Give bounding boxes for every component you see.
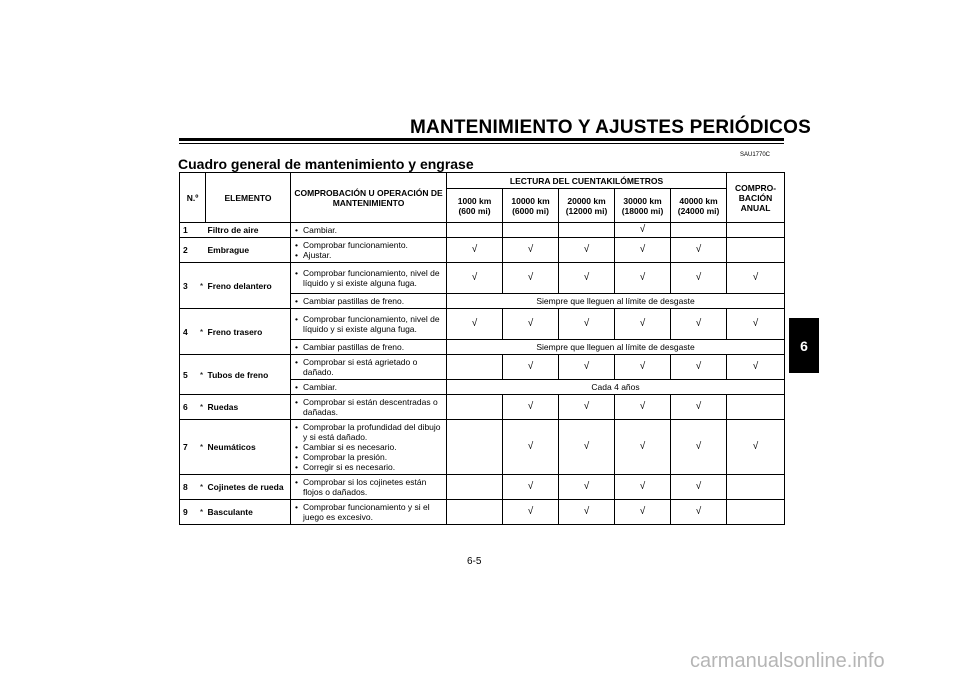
operation-list bbox=[293, 477, 444, 497]
operation-cell bbox=[291, 355, 447, 380]
header-num: N.º bbox=[180, 173, 206, 223]
check-cell bbox=[447, 500, 503, 525]
check-cell: √ bbox=[559, 309, 615, 340]
operation-cell bbox=[291, 263, 447, 294]
operation-cell bbox=[291, 294, 447, 309]
item-number: 5 bbox=[180, 355, 198, 395]
check-cell: √ bbox=[503, 355, 559, 380]
check-cell bbox=[559, 223, 615, 238]
check-cell: √ bbox=[503, 420, 559, 475]
header-interval: 30000 km (18000 mi) bbox=[615, 189, 671, 223]
check-cell: √ bbox=[671, 395, 727, 420]
interval-note: Siempre que lleguen al límite de desgaste bbox=[447, 340, 785, 355]
check-cell: √ bbox=[727, 355, 785, 380]
check-cell: √ bbox=[447, 309, 503, 340]
check-cell: √ bbox=[615, 500, 671, 525]
operation-list bbox=[293, 397, 444, 417]
check-cell: √ bbox=[671, 355, 727, 380]
check-cell: √ bbox=[503, 263, 559, 294]
check-cell bbox=[671, 223, 727, 238]
page-number: 6-5 bbox=[467, 556, 482, 567]
check-cell: √ bbox=[559, 500, 615, 525]
operation-item: • Comprobar la profundidad del dibujo y si está dañado. bbox=[293, 422, 444, 442]
header-interval: 40000 km (24000 mi) bbox=[671, 189, 727, 223]
operation-cell bbox=[291, 420, 447, 475]
inspection-star: * bbox=[198, 309, 206, 355]
header-operation: COMPROBACIÓN U OPERACIÓN DE MANTENIMIENTO bbox=[291, 173, 447, 223]
check-cell: √ bbox=[559, 395, 615, 420]
item-element: Embrague bbox=[206, 238, 291, 263]
check-cell: √ bbox=[727, 420, 785, 475]
document-code: SAU1770C bbox=[740, 152, 771, 158]
table-row bbox=[180, 500, 785, 525]
table-row bbox=[180, 309, 785, 340]
check-cell bbox=[727, 223, 785, 238]
check-cell: √ bbox=[671, 309, 727, 340]
check-cell: √ bbox=[503, 309, 559, 340]
interval-note: Cada 4 años bbox=[447, 380, 785, 395]
header-interval: 10000 km (6000 mi) bbox=[503, 189, 559, 223]
check-cell: √ bbox=[447, 238, 503, 263]
item-element: Tubos de freno bbox=[206, 355, 291, 395]
check-cell: √ bbox=[615, 420, 671, 475]
table-row bbox=[180, 238, 785, 263]
table-row bbox=[180, 263, 785, 294]
check-cell: √ bbox=[503, 475, 559, 500]
operation-list bbox=[293, 342, 444, 352]
header-interval: 1000 km (600 mi) bbox=[447, 189, 503, 223]
inspection-star bbox=[198, 223, 206, 238]
operation-list bbox=[293, 502, 444, 522]
item-number: 8 bbox=[180, 475, 198, 500]
operation-list bbox=[293, 382, 444, 392]
item-number: 7 bbox=[180, 420, 198, 475]
header-rule-thin bbox=[179, 143, 784, 144]
operation-item: • Comprobar si los cojinetes están flojos o dañados. bbox=[293, 477, 444, 497]
check-cell bbox=[727, 238, 785, 263]
inspection-star: * bbox=[198, 500, 206, 525]
operation-list bbox=[293, 240, 444, 260]
operation-cell bbox=[291, 238, 447, 263]
check-cell: √ bbox=[615, 238, 671, 263]
operation-cell bbox=[291, 380, 447, 395]
item-number: 2 bbox=[180, 238, 198, 263]
operation-item: • Cambiar. bbox=[293, 382, 444, 392]
check-cell bbox=[447, 475, 503, 500]
operation-item: • Comprobar la presión. bbox=[293, 452, 444, 462]
table-row bbox=[180, 355, 785, 380]
check-cell bbox=[447, 395, 503, 420]
inspection-star: * bbox=[198, 395, 206, 420]
check-cell: √ bbox=[615, 355, 671, 380]
operation-list bbox=[293, 314, 444, 334]
check-cell: √ bbox=[447, 263, 503, 294]
operation-item: • Comprobar si están descentradas o dañadas. bbox=[293, 397, 444, 417]
check-cell: √ bbox=[503, 238, 559, 263]
operation-item: • Cambiar pastillas de freno. bbox=[293, 296, 444, 306]
watermark: carmanualsonline.info bbox=[690, 650, 885, 672]
header-odometer: LECTURA DEL CUENTAKILÓMETROS bbox=[447, 173, 727, 189]
check-cell bbox=[447, 223, 503, 238]
item-number: 4 bbox=[180, 309, 198, 355]
operation-item: • Cambiar si es necesario. bbox=[293, 442, 444, 452]
item-number: 3 bbox=[180, 263, 198, 309]
check-cell bbox=[447, 355, 503, 380]
inspection-star: * bbox=[198, 263, 206, 309]
maintenance-table bbox=[179, 172, 785, 525]
check-cell bbox=[727, 500, 785, 525]
check-cell bbox=[727, 395, 785, 420]
table-row bbox=[180, 223, 785, 238]
check-cell: √ bbox=[615, 263, 671, 294]
check-cell: √ bbox=[559, 238, 615, 263]
item-element: Neumáticos bbox=[206, 420, 291, 475]
item-element: Basculante bbox=[206, 500, 291, 525]
check-cell: √ bbox=[727, 309, 785, 340]
check-cell: √ bbox=[559, 263, 615, 294]
check-cell: √ bbox=[615, 395, 671, 420]
operation-cell bbox=[291, 340, 447, 355]
chapter-tab: 6 bbox=[789, 318, 819, 373]
check-cell bbox=[727, 475, 785, 500]
check-cell: √ bbox=[671, 263, 727, 294]
check-cell: √ bbox=[559, 355, 615, 380]
item-element: Ruedas bbox=[206, 395, 291, 420]
operation-cell bbox=[291, 309, 447, 340]
item-element: Freno trasero bbox=[206, 309, 291, 355]
check-cell: √ bbox=[671, 500, 727, 525]
operation-item: • Cambiar pastillas de freno. bbox=[293, 342, 444, 352]
item-element: Cojinetes de rueda bbox=[206, 475, 291, 500]
operation-list bbox=[293, 422, 444, 472]
header-interval: 20000 km (12000 mi) bbox=[559, 189, 615, 223]
inspection-star: * bbox=[198, 420, 206, 475]
inspection-star: * bbox=[198, 475, 206, 500]
table-row bbox=[180, 395, 785, 420]
check-cell: √ bbox=[671, 475, 727, 500]
item-number: 9 bbox=[180, 500, 198, 525]
inspection-star bbox=[198, 238, 206, 263]
operation-cell bbox=[291, 395, 447, 420]
check-cell bbox=[503, 223, 559, 238]
operation-cell bbox=[291, 223, 447, 238]
page-header-title: MANTENIMIENTO Y AJUSTES PERIÓDICOS bbox=[410, 117, 811, 138]
check-cell: √ bbox=[559, 420, 615, 475]
item-element: Freno delantero bbox=[206, 263, 291, 309]
operation-item: • Corregir si es necesario. bbox=[293, 462, 444, 472]
header-element: ELEMENTO bbox=[206, 173, 291, 223]
item-number: 1 bbox=[180, 223, 198, 238]
check-cell: √ bbox=[503, 395, 559, 420]
operation-item: • Comprobar si está agrietado o dañado. bbox=[293, 357, 444, 377]
operation-list bbox=[293, 268, 444, 288]
operation-list bbox=[293, 357, 444, 377]
check-cell: √ bbox=[615, 223, 671, 238]
check-cell bbox=[447, 420, 503, 475]
operation-list bbox=[293, 225, 444, 235]
item-element: Filtro de aire bbox=[206, 223, 291, 238]
operation-list bbox=[293, 296, 444, 306]
operation-item: • Comprobar funcionamiento. bbox=[293, 240, 444, 250]
check-cell: √ bbox=[615, 475, 671, 500]
operation-item: • Comprobar funcionamiento y si el juego es excesivo. bbox=[293, 502, 444, 522]
check-cell: √ bbox=[503, 500, 559, 525]
operation-item: • Comprobar funcionamiento, nivel de líquido y si existe alguna fuga. bbox=[293, 268, 444, 288]
check-cell: √ bbox=[559, 475, 615, 500]
check-cell: √ bbox=[671, 238, 727, 263]
table-row bbox=[180, 475, 785, 500]
operation-cell bbox=[291, 475, 447, 500]
operation-item: • Cambiar. bbox=[293, 225, 444, 235]
item-number: 6 bbox=[180, 395, 198, 420]
check-cell: √ bbox=[615, 309, 671, 340]
operation-cell bbox=[291, 500, 447, 525]
inspection-star: * bbox=[198, 355, 206, 395]
section-title: Cuadro general de mantenimiento y engrase bbox=[178, 156, 474, 172]
operation-item: • Ajustar. bbox=[293, 250, 444, 260]
table-row bbox=[180, 420, 785, 475]
check-cell: √ bbox=[727, 263, 785, 294]
check-cell: √ bbox=[671, 420, 727, 475]
interval-note: Siempre que lleguen al límite de desgaste bbox=[447, 294, 785, 309]
header-annual: COMPRO-BACIÓN ANUAL bbox=[727, 173, 785, 223]
header-rule-thick bbox=[179, 138, 784, 141]
operation-item: • Comprobar funcionamiento, nivel de líquido y si existe alguna fuga. bbox=[293, 314, 444, 334]
